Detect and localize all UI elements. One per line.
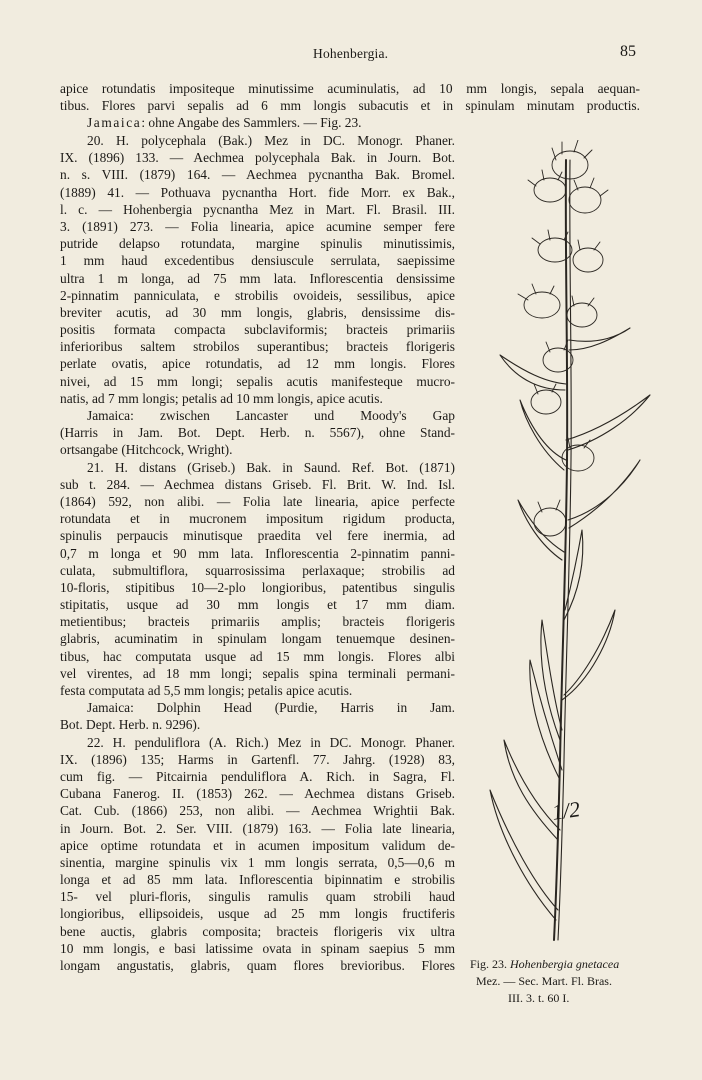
text-line: 0,7 m longa et 90 mm lata. Inflorescentia 2-pinnatim panni- bbox=[60, 545, 455, 561]
text-line: ortsangabe (Hitchcock, Wright). bbox=[60, 442, 233, 458]
text-line: apice rotundatis impositeque minutissime acuminulatis, ad 10 mm longis, sepala aequan- bbox=[60, 81, 640, 96]
text-line: 21. H. distans (Griseb.) Bak. in Saund. Ref. Bot. (1871) bbox=[87, 459, 455, 475]
text-line: perlate ovatis, apice rotundatis, ad 12 mm longis. Flores bbox=[60, 356, 455, 372]
text-line: bene auctis, glabris composita; bracteis florigeris vix ultra bbox=[60, 923, 455, 939]
running-title: Hohenbergia. bbox=[313, 46, 389, 61]
text-line: festa computata ad 5,5 mm longis; petalis apice acutis. bbox=[60, 683, 353, 698]
text-line: (1864) 592, non alibi. — Folia late linearia, apice perfecte bbox=[60, 493, 455, 509]
text-line: Jamaica: Dolphin Head (Purdie, Harris in Jam. bbox=[87, 700, 455, 716]
text-column bbox=[60, 132, 455, 974]
text-line: sinentia, margine spinulis vix 1 mm longis serrata, 0,5—0,6 m bbox=[60, 854, 455, 870]
text-line: rotundata et in mucronem impositum rigidum producta, bbox=[60, 511, 455, 527]
text-line: n. s. VIII. (1879) 164. — Aechmea pycnantha Bak. Bromel. bbox=[60, 167, 455, 183]
text-line: spinulis perpaucis minutisque praedita vel fere inermia, ad bbox=[60, 528, 455, 544]
text-line: Jamaica: zwischen Lancaster und Moody's Gap bbox=[87, 408, 455, 423]
text-line: Cat. Cub. (1866) 253, non alibi. — Aechmea Wrightii Bak. bbox=[60, 803, 455, 819]
text-line: longioribus, ellipsoideis, usque ad 25 mm longis fructiferis bbox=[60, 906, 455, 922]
plant-illustration bbox=[470, 140, 670, 960]
text-line: tibus, hac computata usque ad 15 mm longis. Flores albi bbox=[60, 648, 455, 664]
text-line: Cubana Fanerog. II. (1853) 262. — Aechmea distans Griseb. bbox=[60, 786, 455, 802]
text-line: vel virentes, ad 18 mm longi; sepalis spina terminali permani- bbox=[60, 665, 455, 681]
text-line: IX. (1896) 133. — Aechmea polycephala Bak. in Journ. Bot. bbox=[60, 150, 455, 166]
text-line: longa et ad 85 mm lata. Inflorescentia bipinnatim e strobilis bbox=[60, 872, 455, 888]
running-head bbox=[0, 43, 702, 68]
text-line: 3. (1891) 273. — Folia linearia, apice acumine semper fere bbox=[60, 218, 455, 234]
text-line: positis formata compacta subclaviformis; bracteis primariis bbox=[60, 322, 455, 338]
text-line: nivei, ad 15 mm longi; sepalis acutis manifesteque mucro- bbox=[60, 373, 455, 389]
caption-line: III. 3. t. 60 I. bbox=[508, 991, 570, 1005]
text-line: breviter acutis, ad 30 mm longis, glabris, densissime dis- bbox=[60, 304, 455, 320]
caption-line: Fig. 23. Hohenbergia gnetacea bbox=[470, 957, 620, 971]
text-line: metientibus; bracteis primariis amplis; bracteis florigeris bbox=[60, 614, 455, 630]
scale-mark: 1/2 bbox=[550, 796, 582, 825]
text-line: (Harris in Jam. Bot. Dept. Herb. n. 5567), ohne Stand- bbox=[60, 425, 455, 441]
text-line: 22. H. penduliflora (A. Rich.) Mez in DC. Monogr. Phaner. bbox=[87, 734, 455, 750]
figure-caption bbox=[470, 956, 670, 1007]
text-line: cum fig. — Pitcairnia penduliflora A. Rich. in Sagra, Fl. bbox=[60, 768, 455, 784]
text-line: stipitatis, usque ad 30 mm longis et 17 mm diam. bbox=[60, 597, 455, 613]
locality-line: Jamaica: ohne Angabe des Sammlers. — Fig. 23. bbox=[87, 115, 362, 131]
text-line: apice optime rotundata et in acumen impositum validum de- bbox=[60, 837, 455, 853]
text-line: tibus. Flores parvi sepalis ad 6 mm longis subacutis et in spinulam minutam productis. bbox=[60, 98, 640, 114]
text-line: putride delapso rotundata, margine spinulis minutissimis, bbox=[60, 236, 455, 252]
text-line: 10 mm longis, e basi latissime ovata in spinam saepius 5 mm bbox=[60, 940, 455, 956]
text-line: 20. H. polycephala (Bak.) Mez in DC. Monogr. Phaner. bbox=[87, 133, 455, 148]
text-line: (1889) 41. — Pothuava pycnantha Hort. fide Morr. ex Bak., bbox=[60, 184, 455, 200]
top-text bbox=[60, 80, 640, 132]
page-number: 85 bbox=[620, 43, 636, 60]
text-line: longam angustatis, glabris, quam flores brevioribus. Flores bbox=[60, 958, 455, 973]
text-line: inferioribus saltem strobilos superantibus; bracteis florigeris bbox=[60, 339, 455, 355]
text-line: 10-floris, stipitibus 10—2-plo longioribus, patentibus singulis bbox=[60, 579, 455, 595]
text-line: culata, submultiflora, squarrosissima perlaxaque; strobilis ad bbox=[60, 562, 455, 578]
text-line: sub t. 284. — Aechmea distans Griseb. Fl. Brit. W. Ind. Isl. bbox=[60, 476, 455, 492]
text-line: 2-pinnatim panniculata, e strobilis ovoideis, sessilibus, apice bbox=[60, 287, 455, 303]
text-line: ultra 1 m longa, ad 75 mm lata. Inflorescentia densissime bbox=[60, 270, 455, 286]
text-line: glabris, acuminatim in spinulam longam tenuemque desinen- bbox=[60, 631, 455, 647]
text-line: 15- vel pluri-floris, singulis ramulis quam strobili haud bbox=[60, 889, 455, 905]
text-line: 1 mm haud excedentibus densiuscule serrulata, saepissime bbox=[60, 253, 455, 269]
text-line: in Journ. Bot. 2. Ser. VIII. (1879) 163. — Folia late linearia, bbox=[60, 820, 455, 836]
text-line: IX. (1896) 135; Harms in Gartenfl. 77. Jahrg. (1928) 83, bbox=[60, 751, 455, 767]
text-line: Bot. Dept. Herb. n. 9296). bbox=[60, 717, 201, 733]
text-line: natis, ad 7 mm longis; petalis ad 10 mm longis, apice acutis. bbox=[60, 390, 383, 406]
text-line: l. c. — Hohenbergia pycnantha Mez in Mart. Fl. Brasil. III. bbox=[60, 201, 455, 217]
caption-line: Mez. — Sec. Mart. Fl. Bras. bbox=[476, 974, 612, 988]
